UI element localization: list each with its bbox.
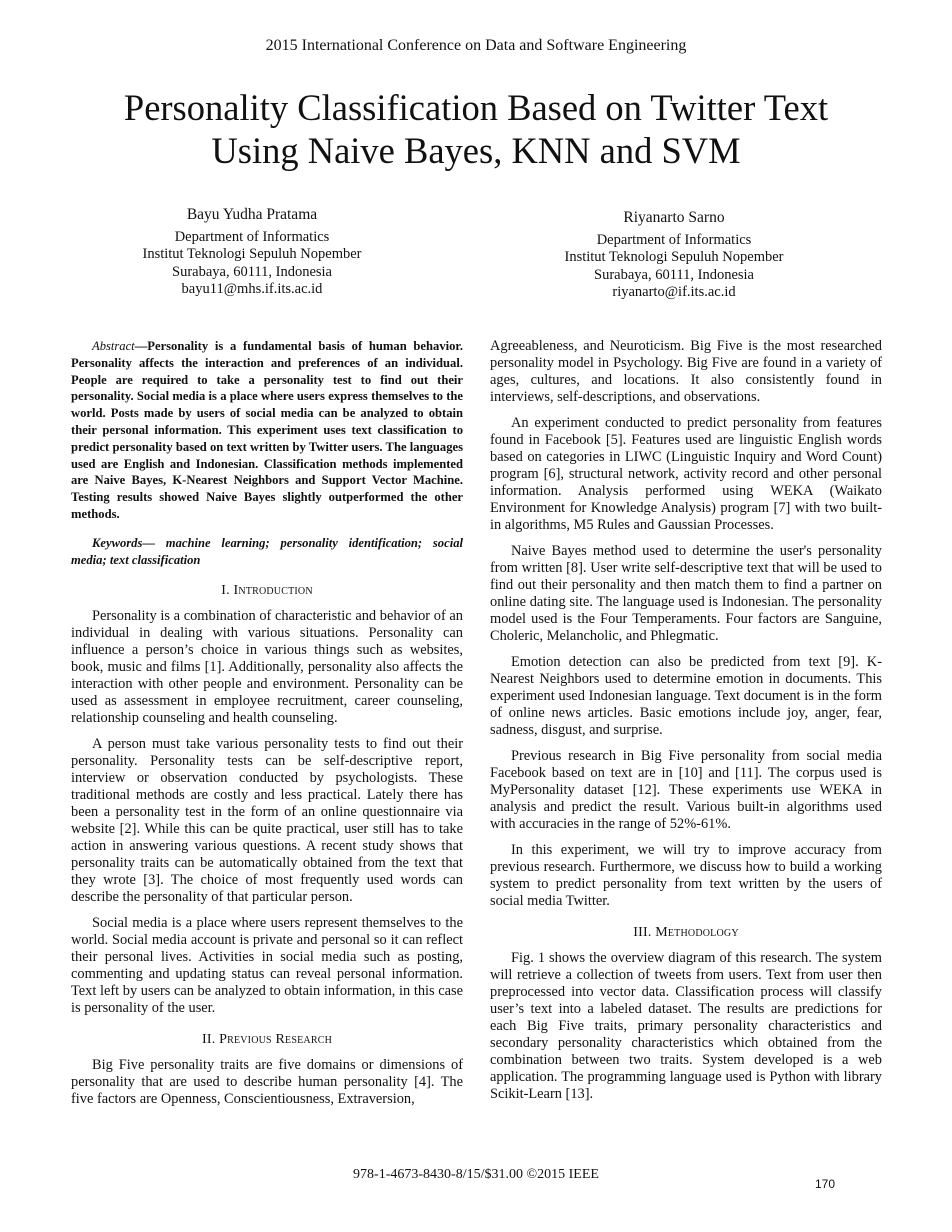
author-address: Surabaya, 60111, Indonesia [594, 266, 754, 283]
paragraph-continued: Agreeableness, and Neuroticism. Big Five is the most researched personality model in Psychology. Big Five are found in a variety of ages, cultures, and locations. It also consistently found in interviews, self-descriptions, and observations. [490, 338, 882, 405]
author-name: Bayu Yudha Pratama [186, 206, 318, 223]
author-dept: Department of Informatics [174, 228, 330, 245]
paragraph: Naive Bayes method used to determine the user's personality from written [8]. User write self-descriptive text that will be used to find out their personality and then match them to find a partner on online dating site. The language used is Indonesian. The personality model used is the Four Temperaments. Four factors are Sanguine, Choleric, Melancholic, and Phlegmatic. [490, 543, 882, 644]
author-dept: Department of Informatics [596, 231, 752, 248]
keywords-label: Keywords— [92, 535, 155, 550]
abstract-label: Abstract [92, 339, 135, 353]
conference-header: 2015 International Conference on Data and Software Engineering [265, 37, 687, 54]
paragraph: Fig. 1 shows the overview diagram of this research. The system will retrieve a collection of tweets from users. Text from user then preprocessed into vector data. Classification process will classify user’s text into a labeled dataset. The results are predictions for each Big Five traits, primary personality characteristics and secondary personality characteristics which obtained from the combination between two traits. System developed is a web application. The programming language used is Python with library Scikit-Learn [13]. [490, 950, 882, 1102]
paragraph: Social media is a place where users represent themselves to the world. Social media account is private and personal so it can reflect their personal lives. Activities in social media such as posting, commenting and updating status can reveal personal information. Text left by users can be analyzed to obtain information, in this case is personality of the user. [71, 915, 463, 1017]
title-line-1: Personality Classification Based on Twitter Text [123, 87, 829, 128]
section-heading-methodology: III. Methodology [633, 925, 739, 940]
paragraph: Previous research in Big Five personality from social media Facebook based on text are in [10] and [11]. The corpus used is MyPersonality dataset [12]. These experiments use WEKA in analysis and predict the result. Various built-in algorithms used with accuracies in the range of 52%-61%. [490, 748, 882, 832]
paper-title [60, 86, 892, 172]
left-column [71, 338, 463, 1117]
abstract [71, 338, 463, 523]
keywords [71, 535, 463, 569]
right-column [490, 338, 882, 1112]
author-institution: Institut Teknologi Sepuluh Nopember [564, 249, 784, 266]
section-heading-previous-research: II. Previous Research [201, 1032, 333, 1048]
section-heading-introduction: I. Introduction [221, 583, 313, 599]
keywords-text: machine learning; personality identification; social media; text classification [71, 535, 463, 567]
paragraph: An experiment conducted to predict personality from features found in Facebook [5]. Features used are linguistic English words based on categories in LIWC (Linguistic Inquiry and Word Count) program [6], structural network, activity record and other personal information. Analysis performed using WEKA (Waikato Environment for Knowledge Analysis) program [7] with two built-in algorithms, M5 Rules and Gaussian Processes. [490, 415, 882, 533]
author-name: Riyanarto Sarno [623, 209, 725, 226]
abstract-text: —Personality is a fundamental basis of human behavior. Personality affects the interaction and preferences of an individual. People are required to take a personality test to find out their personality. Social media is a place where users express themselves to the world. Posts made by users of social media can be analyzed to obtain their personal information. This experiment uses text classification to predict personality based on text written by Twitter users. The languages used are English and Indonesian. Classification methods implemented are Naive Bayes, K-Nearest Neighbors and Support Vector Machine. Testing results showed Naive Bayes slightly outperformed the other methods. [71, 339, 463, 521]
paragraph: Emotion detection can also be predicted from text [9]. K-Nearest Neighbors used to determine emotion in documents. This experiment used Indonesian language. Text document is in the form of online news articles. Basic emotions include joy, anger, fear, sadness, disgust, and surprise. [490, 654, 882, 738]
author-email: bayu11@mhs.if.its.ac.id [181, 281, 323, 298]
footer-isbn: 978-1-4673-8430-8/15/$31.00 ©2015 IEEE [353, 1167, 599, 1182]
author-email: riyanarto@if.its.ac.id [612, 284, 736, 301]
paragraph: In this experiment, we will try to improve accuracy from previous research. Furthermore, we discuss how to build a working system to predict personality from text written by the users of social media Twitter. [490, 842, 882, 909]
author-address: Surabaya, 60111, Indonesia [172, 263, 332, 280]
page-number: 170 [815, 1177, 836, 1191]
paragraph: A person must take various personality tests to find out their personality. Personality tests can be self-descriptive report, interview or observation conducted by psychologists. These traditional methods are costly and less practical. Lately there has been a personality test in the form of an online questionnaire via website [2]. While this can be quite practical, user still has to take action in answering various questions. A recent study shows that personality traits can be automatically obtained from the text that they wrote [3]. The choice of most frequently used words can describe the personality of that particular person. [71, 736, 463, 906]
paragraph: Personality is a combination of characteristic and behavior of an individual in dealing with various situations. Personality can influence a person’s choice in various things such as websites, book, music and films [1]. Additionally, personality also affects the interaction with other people and environment. Personality can be used as assessment in employee recruitment, career counseling, relationship counseling and health counseling. [71, 608, 463, 727]
author-block-1 [112, 206, 392, 299]
title-line-2: Using Naive Bayes, KNN and SVM [211, 130, 741, 171]
author-block-2 [534, 209, 814, 302]
paragraph: Big Five personality traits are five domains or dimensions of personality that are used to describe human personality [4]. The five factors are Openness, Conscientiousness, Extraversion, [71, 1057, 463, 1108]
author-institution: Institut Teknologi Sepuluh Nopember [142, 246, 362, 263]
